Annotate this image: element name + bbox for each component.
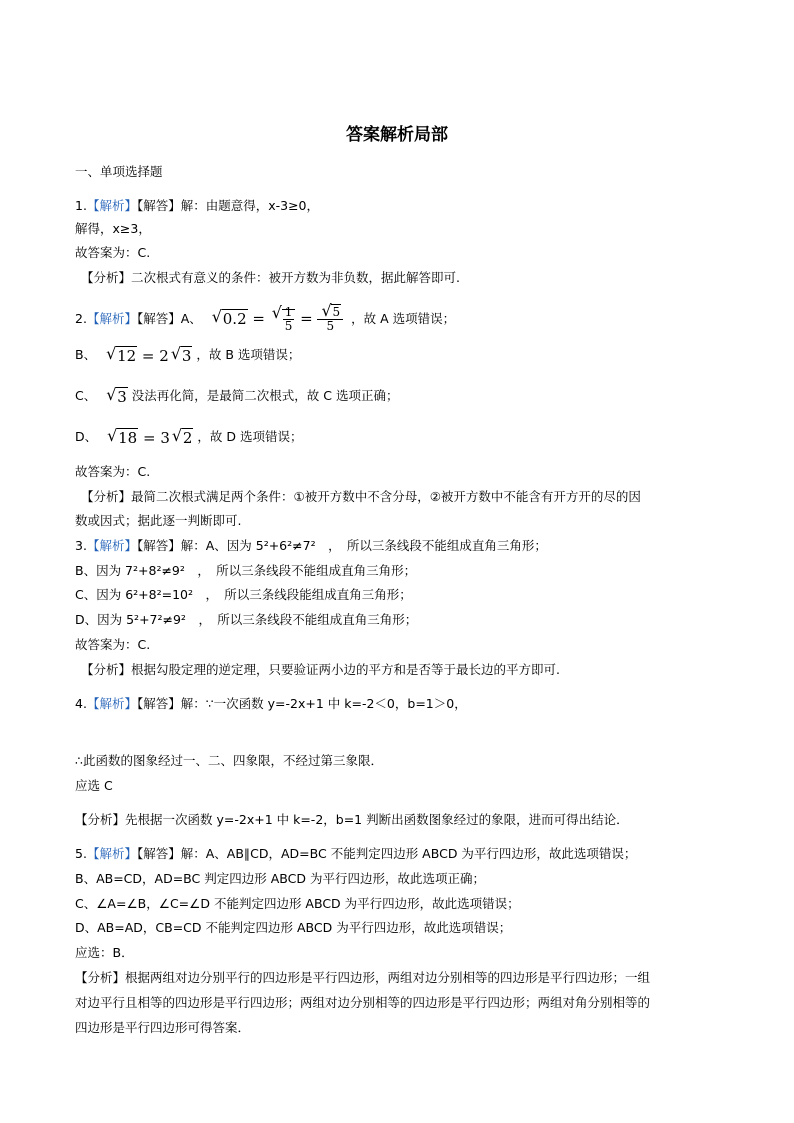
q2-b-conclusion: ，故 B 选项错误； bbox=[196, 347, 301, 362]
q1-line-3: 故答案为：C. bbox=[75, 245, 151, 260]
page-title: 答案解析局部 bbox=[346, 125, 448, 145]
q3-line-d: D、因为 5²+7²≠9² ， 所以三条线段不能组成直角三角形； bbox=[75, 612, 418, 627]
q3-answer: 故答案为：C. bbox=[75, 637, 151, 652]
jieda-tag: 【解答】 bbox=[136, 311, 181, 326]
q2-line-a bbox=[75, 306, 455, 333]
q2-a-label: A、 bbox=[180, 311, 202, 326]
q4-line-3: 应选 C bbox=[75, 778, 113, 793]
q2-d-conclusion: ，故 D 选项错误； bbox=[197, 429, 303, 444]
q2-analysis-1 bbox=[81, 488, 641, 506]
q1-line-1 bbox=[75, 197, 319, 215]
q2-b-label: B、 bbox=[75, 347, 97, 362]
fenxi-tag: 【分析】 bbox=[81, 662, 132, 677]
q1-number: 1. bbox=[75, 198, 87, 213]
q4-text: 解：∵一次函数 y=-2x+1 中 k=-2＜0，b=1＞0， bbox=[180, 696, 467, 711]
q2-answer: 故答案为：C. bbox=[75, 464, 151, 479]
q1-text: 解：由题意得，x-3≥0， bbox=[180, 198, 320, 213]
jieda-tag: 【解答】 bbox=[136, 198, 181, 213]
q4-line-2: ∴此函数的图象经过一、二、四象限，不经过第三象限． bbox=[75, 753, 383, 768]
q2-analysis-2: 数或因式；据此逐一判断即可. bbox=[75, 513, 242, 528]
jiexi-tag: 【解析】 bbox=[86, 696, 137, 711]
q4-number: 4. bbox=[75, 696, 87, 711]
q5-line-d: D、AB=AD，CB=CD 不能判定四边形 ABCD 为平行四边形，故此选项错误； bbox=[75, 920, 512, 935]
q5-analysis-text: 根据两组对边分别平行的四边形是平行四边形，两组对边分别相等的四边形是平行四边形；一组 bbox=[125, 970, 651, 985]
q3-analysis bbox=[81, 661, 560, 679]
q2-line-c bbox=[75, 387, 398, 406]
q4-analysis bbox=[75, 811, 629, 829]
q1-analysis-text: 二次根式有意义的条件：被开方数为非负数，据此解答即可. bbox=[131, 270, 460, 285]
q5-line-c: C、∠A=∠B，∠C=∠D 不能判定四边形 ABCD 为平行四边形，故此选项错误； bbox=[75, 896, 520, 911]
q5-number: 5. bbox=[75, 846, 87, 861]
q3-a-text: 解：A、因为 5²+6²≠7² ， 所以三条线段不能组成直角三角形； bbox=[180, 538, 547, 553]
q4-line-1 bbox=[75, 695, 467, 713]
q3-line-a bbox=[75, 537, 547, 555]
jieda-tag: 【解答】 bbox=[136, 846, 181, 861]
jiexi-tag: 【解析】 bbox=[86, 311, 137, 326]
q2-d-label: D、 bbox=[75, 429, 98, 444]
q5-line-a bbox=[75, 845, 636, 863]
q2-c-formula: √ 3 bbox=[104, 388, 128, 406]
jieda-tag: 【解答】 bbox=[136, 538, 181, 553]
jiexi-tag: 【解析】 bbox=[86, 846, 137, 861]
fenxi-tag: 【分析】 bbox=[81, 270, 132, 285]
fenxi-tag: 【分析】 bbox=[75, 970, 126, 985]
q5-line-b: B、AB=CD，AD=BC 判定四边形 ABCD 为平行四边形，故此选项正确； bbox=[75, 871, 485, 886]
q1-analysis bbox=[81, 269, 460, 287]
q5-analysis-1 bbox=[75, 969, 650, 987]
q2-c-label: C、 bbox=[75, 388, 97, 403]
q5-answer: 应选：B． bbox=[75, 945, 134, 960]
q3-line-c: C、因为 6²+8²=10² ， 所以三条线段能组成直角三角形； bbox=[75, 587, 412, 602]
section-heading: 一、单项选择题 bbox=[75, 164, 163, 179]
q3-line-b: B、因为 7²+8²≠9² ， 所以三条线段不能组成直角三角形； bbox=[75, 563, 417, 578]
q5-a-text: 解：A、AB∥CD，AD=BC 不能判定四边形 ABCD 为平行四边形，故此选项错误； bbox=[180, 846, 637, 861]
q2-b-formula: √ 12 = 2√ 3 bbox=[104, 347, 192, 365]
q2-analysis-text: 最简二次根式满足两个条件：①被开方数中不含分母，②被开方数中不能含有开方开的尽的因 bbox=[131, 489, 641, 504]
q4-analysis-text: 先根据一次函数 y=-2x+1 中 k=-2，b=1 判断出函数图象经过的象限，进而可得出结论． bbox=[125, 812, 629, 827]
q1-line-2: 解得，x≥3， bbox=[75, 221, 151, 236]
q2-a-conclusion: ，故 A 选项错误； bbox=[351, 311, 456, 326]
jiexi-tag: 【解析】 bbox=[86, 538, 137, 553]
fenxi-tag: 【分析】 bbox=[75, 812, 126, 827]
q5-analysis-2: 对边平行且相等的四边形是平行四边形；两组对边分别相等的四边形是平行四边形；两组对角分别相等的 bbox=[75, 995, 651, 1010]
q2-line-d bbox=[75, 428, 303, 447]
q2-d-formula: √ 18 = 3√ 2 bbox=[105, 429, 193, 447]
q2-line-b bbox=[75, 346, 300, 365]
q2-number: 2. bbox=[75, 311, 87, 326]
jiexi-tag: 【解析】 bbox=[86, 198, 137, 213]
jieda-tag: 【解答】 bbox=[136, 696, 181, 711]
q2-a-formula: √ 0.2 = √ $\frac{1}{5}$ = √ $\frac{5}{5}$ bbox=[210, 306, 343, 333]
q3-analysis-text: 根据勾股定理的逆定理，只要验证两小边的平方和是否等于最长边的平方即可. bbox=[131, 662, 560, 677]
q5-analysis-3: 四边形是平行四边形可得答案． bbox=[75, 1020, 251, 1035]
fenxi-tag: 【分析】 bbox=[81, 489, 132, 504]
q2-c-conclusion: 没法再化简，是最简二次根式，故 C 选项正确； bbox=[131, 388, 399, 403]
q3-number: 3. bbox=[75, 538, 87, 553]
